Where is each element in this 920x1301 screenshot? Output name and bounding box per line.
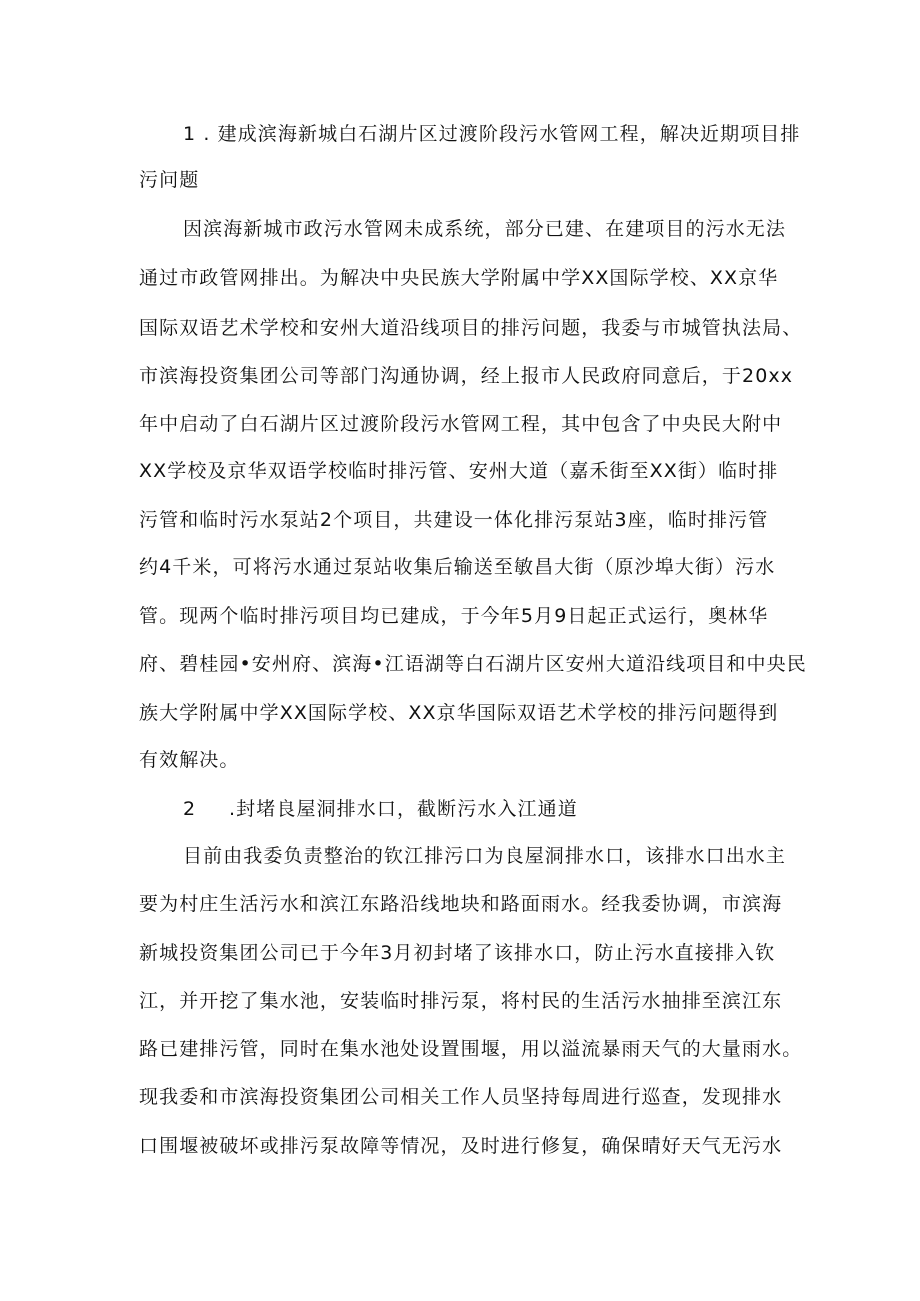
- section1-para-line: 国际双语艺术学校和安州大道沿线项目的排污问题，我委与市城管执法局、: [139, 317, 803, 339]
- section1-para-line: 市滨海投资集团公司等部门沟通协调，经上报市人民政府同意后，于20xx: [139, 365, 794, 387]
- section1-para-line: 有效解决。: [139, 749, 240, 771]
- section2-heading: .封堵良屋洞排水口，截断污水入江通道: [229, 798, 578, 820]
- section1-heading-line2: 污问题: [139, 169, 200, 191]
- section1-para-line: XX学校及京华双语学校临时排污管、安州大道（嘉禾街至XX街）临时排: [139, 460, 779, 482]
- section1-para-line: 约4千米，可将污水通过泵站收集后输送至敏昌大街（原沙埠大街）污水: [139, 556, 776, 578]
- section1-para-line: 族大学附属中学XX国际学校、XX京华国际双语艺术学校的排污问题得到: [139, 702, 779, 724]
- section1-para-line: 管。现两个临时排污项目均已建成，于今年5月9日起正式运行，奥林华: [139, 605, 769, 627]
- section1-para-line: 年中启动了白石湖片区过渡阶段污水管网工程，其中包含了中央民大附中: [139, 413, 783, 435]
- section2-para-line: 要为村庄生活污水和滨江东路沿线地块和路面雨水。经我委协调，市滨海: [139, 893, 783, 915]
- section2-para-line: 江，并开挖了集水池，安装临时排污泵，将村民的生活污水抽排至滨江东: [139, 990, 783, 1012]
- section2-para-line: 目前由我委负责整治的钦江排污口为良屋洞排水口，该排水口出水主: [183, 845, 787, 867]
- section2-number: 2: [183, 798, 196, 820]
- section1-heading-line1: 1 . 建成滨海新城白石湖片区过渡阶段污水管网工程，解决近期项目排: [183, 123, 801, 145]
- section2-para-line: 现我委和市滨海投资集团公司相关工作人员坚持每周进行巡查，发现排水: [139, 1086, 783, 1108]
- section2-para-line: 口围堰被破坏或排污泵故障等情况，及时进行修复，确保晴好天气无污水: [139, 1135, 783, 1157]
- section1-para-line: 通过市政管网排出。为解决中央民族大学附属中学XX国际学校、XX京华: [139, 267, 779, 289]
- section1-para-line: 污管和临时污水泵站2个项目，共建设一体化排污泵站3座，临时排污管: [139, 509, 769, 531]
- section1-para-line: 府、碧桂园•安州府、滨海•江语湖等白石湖片区安州大道沿线项目和中央民: [139, 653, 807, 675]
- section2-para-line: 路已建排污管，同时在集水池处设置围堰，用以溢流暴雨天气的大量雨水。: [139, 1038, 803, 1060]
- section1-para-line: 因滨海新城市政污水管网未成系统，部分已建、在建项目的污水无法: [183, 218, 787, 240]
- section2-para-line: 新城投资集团公司已于今年3月初封堵了该排水口，防止污水直接排入钦: [139, 942, 776, 964]
